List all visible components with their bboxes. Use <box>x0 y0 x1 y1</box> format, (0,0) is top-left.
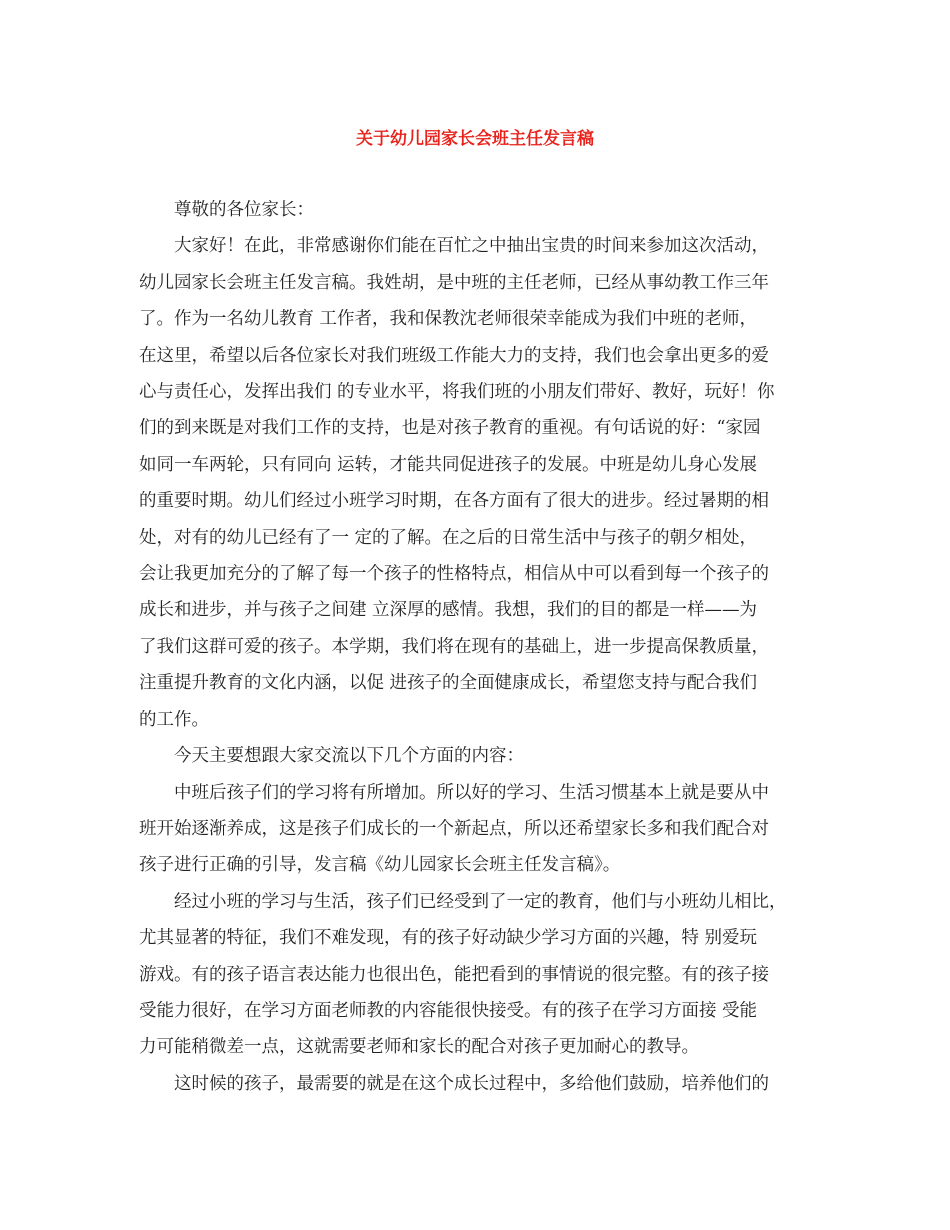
paragraph-learning-habits <box>139 775 819 884</box>
text-line: 中班后孩子们的学习将有所增加。所以好的学习、生活习惯基本上就是要从中 <box>174 782 769 803</box>
text-line: 力可能稍微差一点，这就需要老师和家长的配合对孩子更加耐心的教导。 <box>139 1037 699 1058</box>
text-line: 们的到来既是对我们工作的支持，也是对孩子教育的重视。有句话说的好：“家园 <box>139 418 761 439</box>
text-line: 处，对有的幼儿已经有了一 定的了解。在之后的日常生活中与孩子的朝夕相处， <box>139 527 758 548</box>
text-line: 大家好！在此，非常感谢你们能在百忙之中抽出宝贵的时间来参加这次活动， <box>174 236 769 257</box>
document-title: 关于幼儿园家长会班主任发言稿 <box>356 129 594 149</box>
text-line: 班开始逐渐养成，这是孩子们成长的一个新起点，所以还希望家长多和我们配合对 <box>139 818 769 839</box>
paragraph-introduction <box>139 228 819 738</box>
text-line: 幼儿园家长会班主任发言稿。我姓胡，是中班的主任老师，已经从事幼教工作三年 <box>139 272 769 293</box>
text-line: 的重要时期。幼儿们经过小班学习时期，在各方面有了很大的进步。经过暑期的相 <box>139 491 769 512</box>
text-line: 的工作。 <box>139 709 209 730</box>
text-line: 注重提升教育的文化内涵，以促 进孩子的全面健康成长，希望您支持与配合我们 <box>139 673 758 694</box>
text-line: 心与责任心，发挥出我们 的专业水平，将我们班的小朋友们带好、教好，玩好！你 <box>139 382 775 403</box>
text-line: 会让我更加充分的了解了每一个孩子的性格特点，相信从中可以看到每一个孩子的 <box>139 564 769 585</box>
text-line: 在这里，希望以后各位家长对我们班级工作能大力的支持，我们也会拿出更多的爱 <box>139 345 769 366</box>
paragraph-child-characteristics <box>139 884 819 1066</box>
text-line: 今天主要想跟大家交流以下几个方面的内容： <box>174 746 524 767</box>
document-body <box>139 192 819 1102</box>
text-line: 游戏。有的孩子语言表达能力也很出色，能把看到的事情说的很完整。有的孩子接 <box>139 964 769 985</box>
text-line: 尊敬的各位家长： <box>174 200 314 220</box>
paragraph-encouragement <box>139 1066 819 1102</box>
paragraph-topics-intro <box>139 738 819 774</box>
text-line: 了。作为一名幼儿教育 工作者，我和保教沈老师很荣幸能成为我们中班的老师， <box>139 309 758 330</box>
text-line: 经过小班的学习与生活，孩子们已经受到了一定的教育，他们与小班幼儿相比， <box>174 891 787 912</box>
text-line: 尤其显著的特征，我们不难发现，有的孩子好动缺少学习方面的兴趣，特 别爱玩 <box>139 928 758 949</box>
paragraph-greeting <box>139 192 819 228</box>
text-line: 了我们这群可爱的孩子。本学期，我们将在现有的基础上，进一步提高保教质量， <box>139 636 769 657</box>
text-line: 受能力很好，在学习方面老师教的内容能很快接受。有的孩子在学习方面接 受能 <box>139 1000 758 1021</box>
text-line: 如同一车两轮，只有同向 运转，才能共同促进孩子的发展。中班是幼儿身心发展 <box>139 454 758 475</box>
text-line: 成长和进步，并与孩子之间建 立深厚的感情。我想，我们的目的都是一样——为 <box>139 600 758 621</box>
text-line: 这时候的孩子，最需要的就是在这个成长过程中，多给他们鼓励，培养他们的 <box>174 1073 769 1094</box>
text-line: 孩子进行正确的引导，发言稿《幼儿园家长会班主任发言稿》。 <box>139 855 621 876</box>
